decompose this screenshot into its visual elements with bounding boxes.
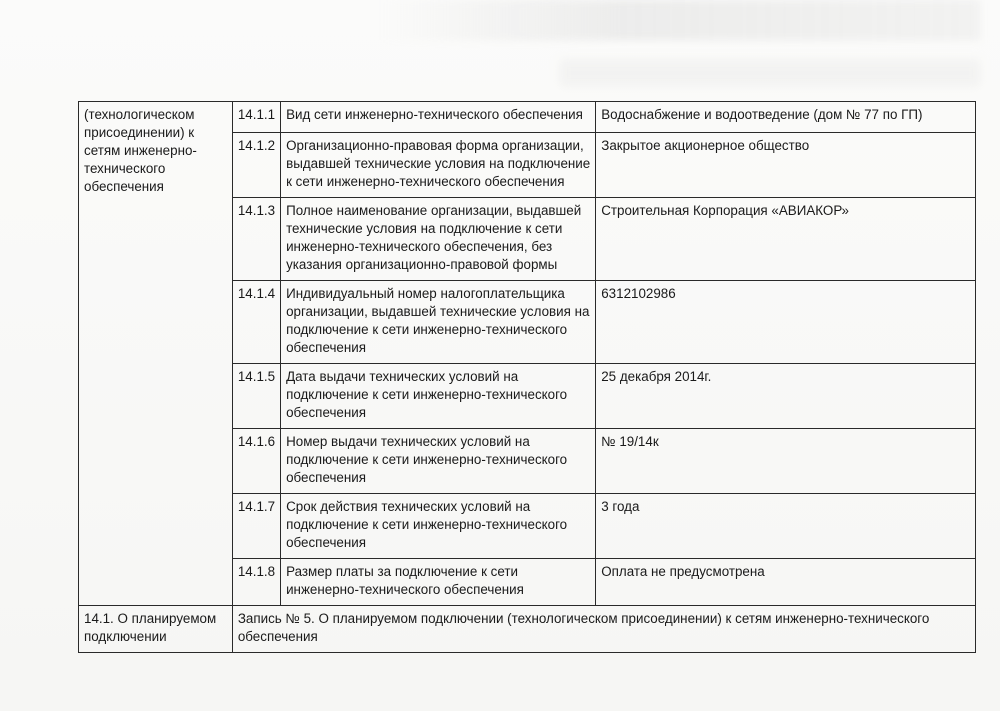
row-number: 14.1.5: [232, 364, 280, 429]
record-header-row: [79, 606, 976, 653]
row-number: 14.1.7: [232, 494, 280, 559]
row-number: 14.1.8: [232, 559, 280, 606]
table-row: [79, 102, 976, 133]
field-value: Строительная Корпорация «АВИАКОР»: [596, 198, 976, 281]
field-name: Индивидуальный номер налогоплательщика организации, выдавшей технические условия на подключение к сети инженерно-технического обеспечения: [281, 281, 596, 364]
row-number: 14.1.4: [232, 281, 280, 364]
field-value: 25 декабря 2014г.: [596, 364, 976, 429]
field-name: Дата выдачи технических условий на подключение к сети инженерно-технического обеспечения: [281, 364, 596, 429]
field-name: Полное наименование организации, выдавшей технические условия на подключение к сети инженерно-технического обеспечения, без указания организационно-правовой формы: [281, 198, 596, 281]
scan-bleed-through-2: [560, 60, 980, 86]
field-value: 3 года: [596, 494, 976, 559]
row-number: 14.1.3: [232, 198, 280, 281]
record-title: Запись № 5. О планируемом подключении (технологическом присоединении) к сетям инженерно-технического обеспечения: [232, 606, 975, 653]
row-number: 14.1.6: [232, 429, 280, 494]
field-name: Срок действия технических условий на подключение к сети инженерно-технического обеспечения: [281, 494, 596, 559]
field-value: 6312102986: [596, 281, 976, 364]
field-value: Оплата не предусмотрена: [596, 559, 976, 606]
row-number: 14.1.1: [232, 102, 280, 133]
field-name: Организационно-правовая форма организации, выдавшей технические условия на подключение к сети инженерно-технического обеспечения: [281, 133, 596, 198]
field-name: Вид сети инженерно-технического обеспечения: [281, 102, 596, 133]
scan-bleed-through: [380, 0, 980, 40]
record-section-label: 14.1. О планируемом подключении: [79, 606, 233, 653]
field-name: Размер платы за подключение к сети инженерно-технического обеспечения: [281, 559, 596, 606]
field-value: Закрытое акционерное общество: [596, 133, 976, 198]
field-value: Водоснабжение и водоотведение (дом № 77 по ГП): [596, 102, 976, 133]
field-name: Номер выдачи технических условий на подключение к сети инженерно-технического обеспечения: [281, 429, 596, 494]
field-value: № 19/14к: [596, 429, 976, 494]
connection-conditions-table: [78, 101, 976, 653]
section-label-cell: (технологическом присоединении) к сетям инженерно-технического обеспечения: [79, 102, 233, 606]
row-number: 14.1.2: [232, 133, 280, 198]
